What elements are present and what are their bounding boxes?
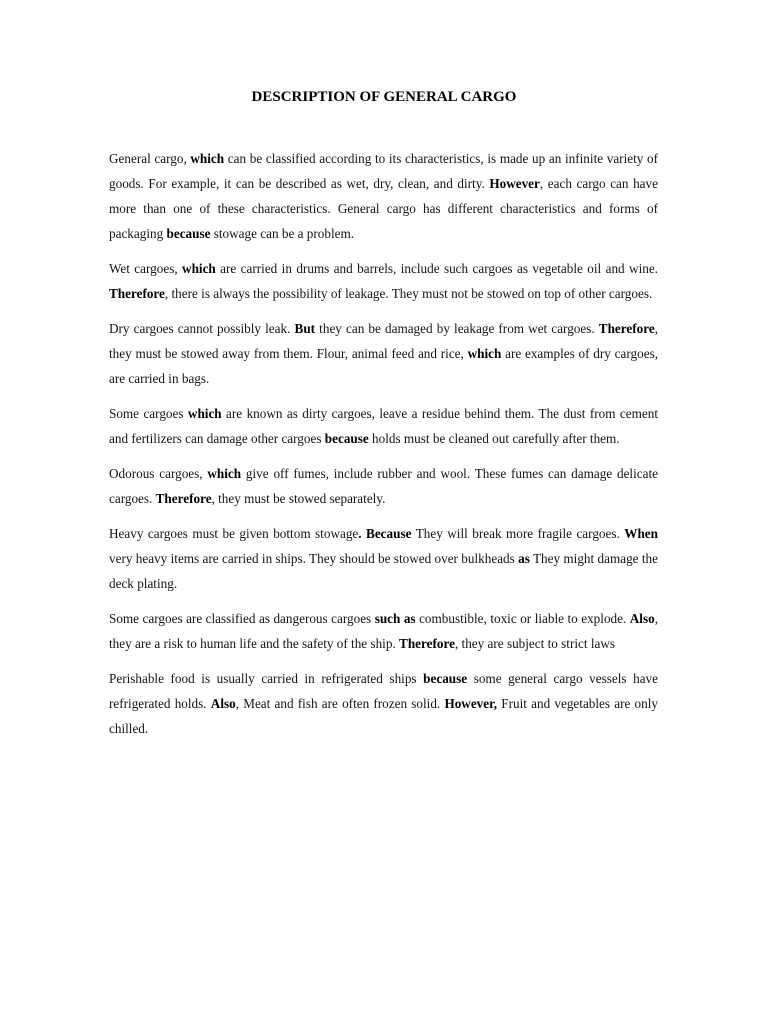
bold-connector-word: But: [294, 321, 316, 336]
bold-connector-word: However: [489, 176, 540, 191]
bold-connector-word: However,: [444, 696, 498, 711]
bold-connector-word: which: [187, 406, 222, 421]
bold-connector-word: Therefore: [598, 321, 655, 336]
text-run: very heavy items are carried in ships. They should be stowed over bulkheads: [109, 551, 519, 566]
text-run: Perishable food is usually carried in refrigerated ships: [109, 671, 424, 686]
document-body: [109, 146, 658, 751]
text-run: holds must be cleaned out carefully after them.: [368, 431, 620, 446]
bold-connector-word: which: [190, 151, 225, 166]
bold-connector-word: because: [324, 431, 369, 446]
bold-connector-word: Also: [629, 611, 655, 626]
text-run: , Meat and fish are often frozen solid.: [235, 696, 445, 711]
text-run: are known as dirty cargoes, leave a residue behind them. The dust from cement and fertilizers can damage other cargoes: [109, 406, 658, 446]
paragraph-general-cargo: [109, 146, 658, 246]
text-run: General cargo,: [109, 151, 191, 166]
text-run: Heavy cargoes must be given bottom stowage: [109, 526, 359, 541]
text-run: give off fumes, include rubber and wool. These fumes can damage delicate cargoes.: [109, 466, 658, 506]
paragraph-odorous-cargoes: [109, 461, 658, 511]
text-run: , they are a risk to human life and the safety of the ship.: [109, 611, 658, 651]
text-run: they can be damaged by leakage from wet cargoes.: [315, 321, 599, 336]
bold-connector-word: Therefore: [155, 491, 212, 506]
paragraph-dangerous-cargoes: [109, 606, 658, 656]
text-run: Some cargoes are classified as dangerous cargoes: [109, 611, 375, 626]
text-run: They might damage the deck plating.: [109, 551, 658, 591]
paragraph-wet-cargoes: [109, 256, 658, 306]
bold-connector-word: because: [423, 671, 468, 686]
paragraph-perishable-food: [109, 666, 658, 741]
bold-connector-word: which: [182, 261, 216, 276]
bold-connector-word: Also: [210, 696, 236, 711]
bold-connector-word: Therefore: [109, 286, 165, 301]
text-run: can be classified according to its characteristics, is made up an infinite variety of goods. For example, it can be described as wet, dry, clean, and dirty.: [109, 151, 658, 191]
text-run: Fruit and vegetables are only chilled.: [109, 696, 659, 736]
text-run: stowage can be a problem.: [210, 226, 355, 241]
text-run: , there is always the possibility of leakage. They must not be stowed on top of other cargoes.: [164, 286, 653, 301]
text-run: some general cargo vessels have refrigerated holds.: [109, 671, 658, 711]
bold-connector-word: because: [166, 226, 211, 241]
bold-connector-word: which: [207, 466, 242, 481]
document-title: DESCRIPTION OF GENERAL CARGO: [251, 89, 517, 105]
paragraph-dirty-cargoes: [109, 401, 658, 451]
bold-connector-word: . Because: [358, 526, 412, 541]
bold-connector-word: When: [624, 526, 658, 541]
text-run: Wet cargoes,: [109, 261, 183, 276]
text-run: Dry cargoes cannot possibly leak.: [109, 321, 295, 336]
text-run: , each cargo can have more than one of these characteristics. General cargo has different characteristics and forms of packaging: [109, 176, 658, 241]
bold-connector-word: Therefore: [399, 636, 455, 651]
text-run: Odorous cargoes,: [109, 466, 208, 481]
text-run: , they must be stowed away from them. Flour, animal feed and rice,: [109, 321, 658, 361]
bold-connector-word: as: [518, 551, 530, 566]
text-run: combustible, toxic or liable to explode.: [415, 611, 630, 626]
bold-connector-word: such as: [374, 611, 416, 626]
text-run: are examples of dry cargoes, are carried in bags.: [109, 346, 658, 386]
text-run: , they must be stowed separately.: [211, 491, 386, 506]
text-run: are carried in drums and barrels, include such cargoes as vegetable oil and wine.: [215, 261, 658, 276]
bold-connector-word: which: [467, 346, 502, 361]
text-run: They will break more fragile cargoes.: [411, 526, 625, 541]
text-run: Some cargoes: [109, 406, 188, 421]
paragraph-dry-cargoes: [109, 316, 658, 391]
paragraph-heavy-cargoes: [109, 521, 658, 596]
text-run: , they are subject to strict laws: [454, 636, 615, 651]
